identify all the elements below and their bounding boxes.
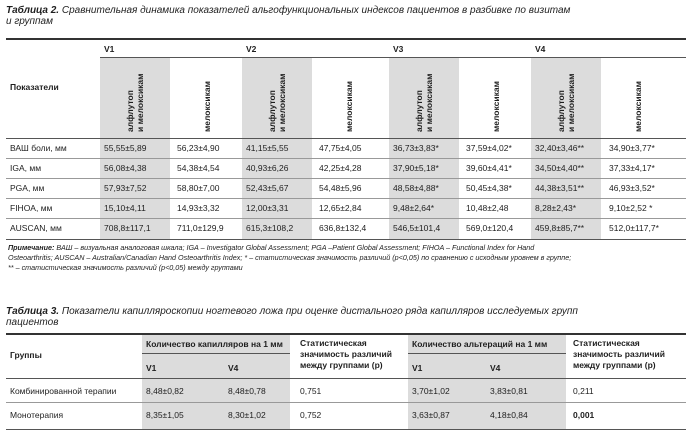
table2-group-combo-v4: алфлутоп и мелоксикам bbox=[556, 73, 576, 132]
table2-cell: 36,73±3,83* bbox=[393, 143, 439, 153]
table2-cell: 10,48±2,48 bbox=[466, 203, 509, 213]
table3-bottom-rule bbox=[6, 429, 686, 430]
table2-title bbox=[6, 6, 688, 16]
table2-group-mono-v2: мелоксикам bbox=[344, 81, 354, 132]
table2-visit-v3: V3 bbox=[393, 44, 404, 54]
table3-header-rule bbox=[6, 378, 686, 379]
table2-cell: 42,25±4,28 bbox=[319, 163, 362, 173]
table2-cell: 55,55±5,89 bbox=[104, 143, 147, 153]
table2-note-line2: Osteoarthritis; AUSCAN – Australian/Canadian Hand Osteoarthritis Index; * – статистическая значимость различий (р<0,05) по сравнению с исходным уровнем в группе; bbox=[8, 253, 572, 262]
table2-group-combo-v2: алфлутоп и мелоксикам bbox=[267, 73, 287, 132]
table2-note-line3: ** – статистическая значимость различий (р<0,05) между группами bbox=[8, 263, 243, 272]
table2-cell: 48,58±4,88* bbox=[393, 183, 439, 193]
table3-cell: 3,70±1,02 bbox=[412, 386, 450, 396]
table2-cell: 39,60±4,41* bbox=[466, 163, 512, 173]
table3-cell: 8,48±0,78 bbox=[228, 386, 266, 396]
table3-stat2-header: Статистическая значимость различий между группами (р) bbox=[573, 338, 665, 370]
table2-cell: 37,59±4,02* bbox=[466, 143, 512, 153]
table2-cell: 54,38±4,54 bbox=[177, 163, 220, 173]
table2-row-rule bbox=[6, 218, 686, 219]
table2-title-line2: и группам bbox=[6, 16, 53, 27]
table2-row-rule bbox=[6, 158, 686, 159]
table2-bottom-rule bbox=[6, 239, 686, 240]
table2-note-label: Примечание: bbox=[8, 243, 55, 252]
table2-group-combo-v1: алфлутоп и мелоксикам bbox=[125, 73, 145, 132]
table2-cell: 15,10±4,11 bbox=[104, 203, 146, 213]
table2-row-label: PGA, мм bbox=[10, 183, 45, 193]
table2-row-label: AUSCAN, мм bbox=[10, 223, 62, 233]
table2-cell: 569,0±120,4 bbox=[466, 223, 514, 233]
table3-cell-significant: 0,001 bbox=[573, 410, 595, 420]
table2-cell: 34,90±3,77* bbox=[609, 143, 655, 153]
table3-row-label: Комбинированной терапии bbox=[10, 386, 117, 396]
table2-cell: 37,33±4,17* bbox=[609, 163, 655, 173]
table3-sub-rule bbox=[408, 353, 566, 354]
table2-group-mono-v1: мелоксикам bbox=[202, 81, 212, 132]
table2-cell: 711,0±129,9 bbox=[177, 223, 224, 233]
table2-row-header: Показатели bbox=[10, 82, 59, 92]
table2-row-rule bbox=[6, 198, 686, 199]
table3-title-text: Показатели капилляроскопии ногтевого ложа при оценке дистального ряда капилляров исследуемых групп bbox=[61, 306, 578, 317]
table2-cell: 636,8±132,4 bbox=[319, 223, 367, 233]
table3-capillaries-header: Количество капилляров на 1 мм bbox=[146, 339, 283, 349]
table2-header-rule bbox=[6, 138, 686, 139]
table3-alterations-header: Количество альтераций на 1 мм bbox=[412, 339, 548, 349]
table3-sub-rule bbox=[142, 353, 290, 354]
table2-cell: 9,10±2,52 * bbox=[609, 203, 653, 213]
table2-cell: 56,08±4,38 bbox=[104, 163, 147, 173]
table2-cell: 50,45±4,38* bbox=[466, 183, 512, 193]
table2-cell: 8,28±2,43* bbox=[535, 203, 577, 213]
table2-cell: 615,3±108,2 bbox=[246, 223, 294, 233]
table3-title-line2: пациентов bbox=[6, 317, 59, 328]
table2-cell: 57,93±7,52 bbox=[104, 183, 147, 193]
table2-cell: 40,93±6,26 bbox=[246, 163, 289, 173]
table2-cell: 47,75±4,05 bbox=[319, 143, 362, 153]
table3-cell: 8,30±1,02 bbox=[228, 410, 266, 420]
table3-row-label: Монотерапия bbox=[10, 410, 64, 420]
table3-cell: 8,48±0,82 bbox=[146, 386, 184, 396]
table2-row-rule bbox=[6, 178, 686, 179]
table3-cell: 3,63±0,87 bbox=[412, 410, 450, 420]
table2-cell: 46,93±3,52* bbox=[609, 183, 655, 193]
table2-group-combo-v3: алфлутоп и мелоксикам bbox=[414, 73, 434, 132]
table2-visit-v2: V2 bbox=[246, 44, 257, 54]
table3-top-rule bbox=[6, 333, 686, 335]
table2-visit-rule bbox=[100, 57, 686, 58]
table2-cell: 52,43±5,67 bbox=[246, 183, 289, 193]
table3-alt-v1: V1 bbox=[412, 363, 423, 373]
table3-cell: 0,751 bbox=[300, 386, 322, 396]
table2-cell: 54,48±5,96 bbox=[319, 183, 362, 193]
table2-cell: 459,8±85,7** bbox=[535, 223, 585, 233]
table2-cell: 14,93±3,32 bbox=[177, 203, 220, 213]
table2-row-label: IGA, мм bbox=[10, 163, 42, 173]
table2-visit-v1: V1 bbox=[104, 44, 115, 54]
table3-cell: 4,18±0,84 bbox=[490, 410, 528, 420]
table3-cell: 8,35±1,05 bbox=[146, 410, 184, 420]
table3-stat1-header: Статистическая значимость различий между группами (р) bbox=[300, 338, 392, 370]
table3-cell: 0,752 bbox=[300, 410, 322, 420]
table2-cell: 32,40±3,46** bbox=[535, 143, 585, 153]
table2-title-text: Сравнительная динамика показателей альгофункциональных индексов пациентов в разбивке по визитам bbox=[61, 5, 571, 16]
table2-cell: 512,0±117,7* bbox=[609, 223, 659, 233]
table2-cell: 12,65±2,84 bbox=[319, 203, 362, 213]
table2-title-prefix: Таблица 2. bbox=[6, 5, 60, 16]
table2-row-label: ВАШ боли, мм bbox=[10, 143, 67, 153]
table2-cell: 34,50±4,40** bbox=[535, 163, 585, 173]
table3-row-rule bbox=[6, 402, 686, 403]
table2-visit-v4: V4 bbox=[535, 44, 546, 54]
table2-cell: 37,90±5,18* bbox=[393, 163, 439, 173]
table3-alt-v4: V4 bbox=[490, 363, 501, 373]
table3-title-prefix: Таблица 3. bbox=[6, 306, 60, 317]
table3-cap-v4: V4 bbox=[228, 363, 239, 373]
table2-cell: 44,38±3,51** bbox=[535, 183, 585, 193]
table3-cell: 0,211 bbox=[573, 386, 594, 396]
table2-cell: 56,23±4,90 bbox=[177, 143, 220, 153]
table2-cell: 58,80±7,00 bbox=[177, 183, 220, 193]
table2-group-mono-v4: мелоксикам bbox=[633, 81, 643, 132]
table2-note-line1: Примечание: ВАШ – визуальная аналоговая шкала; IGA – Investigator Global Assessment; PGA –Patient Global Assessment; FIHOA – Functional Index for Hand bbox=[8, 243, 535, 252]
table2-cell: 41,15±5,55 bbox=[246, 143, 289, 153]
table2-cell: 12,00±3,31 bbox=[246, 203, 289, 213]
table2-group-mono-v3: мелоксикам bbox=[491, 81, 501, 132]
table2-row-label: FIHOA, мм bbox=[10, 203, 53, 213]
table3-cap-v1: V1 bbox=[146, 363, 157, 373]
table3-title bbox=[6, 307, 688, 317]
table2-cell: 9,48±2,64* bbox=[393, 203, 435, 213]
table2-cell: 708,8±117,1 bbox=[104, 223, 151, 233]
table3-groups-header: Группы bbox=[10, 350, 42, 360]
table2-top-rule bbox=[6, 38, 686, 40]
table3-cell: 3,83±0,81 bbox=[490, 386, 528, 396]
table2-cell: 546,5±101,4 bbox=[393, 223, 441, 233]
